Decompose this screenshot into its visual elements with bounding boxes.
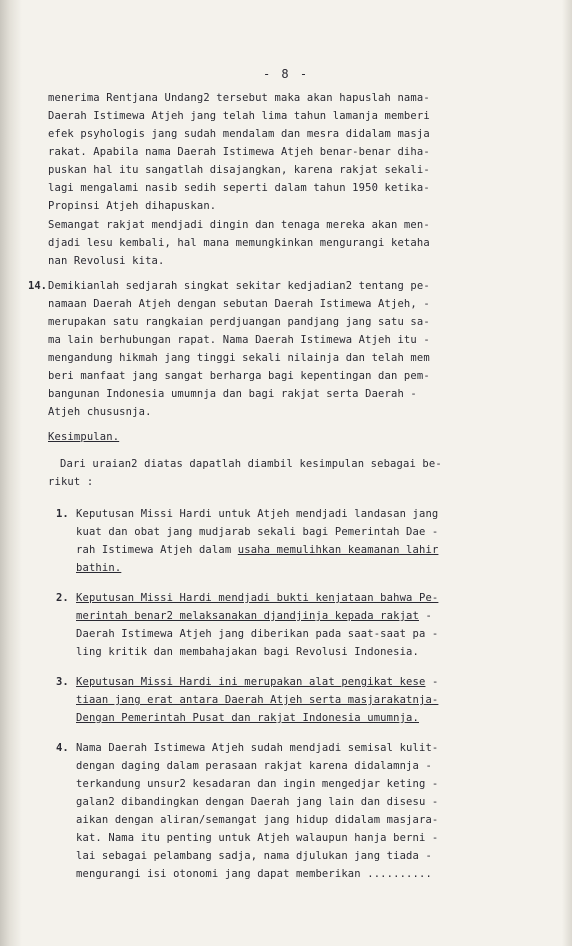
page-edge-shadow-right <box>562 0 572 946</box>
text-line: Demikianlah sedjarah singkat sekitar kedjadian2 tentang pe- <box>48 280 430 292</box>
item-number: 4. <box>56 742 69 754</box>
text-line: djadi lesu kembali, hal mana memungkinkan mengurangi ketaha <box>48 237 430 249</box>
underlined-text: merintah benar2 melaksanakan djandjinja kepada rakjat <box>76 610 419 622</box>
text-line: Semangat rakjat mendjadi dingin dan tenaga mereka akan men- <box>48 219 430 231</box>
text-line: dengan daging dalam perasaan rakjat karena didalamnja - <box>76 760 432 772</box>
text-line: galan2 dibandingkan dengan Daerah jang lain dan disesu - <box>76 796 439 808</box>
text-line: rikut : <box>48 476 94 488</box>
text-line: aikan dengan aliran/semangat jang hidup didalam masjara- <box>76 814 439 826</box>
text-line: mengurangi isi otonomi jang dapat memberikan .......... <box>76 868 432 880</box>
underlined-text: bathin. <box>76 562 122 574</box>
text-line: mengandung hikmah jang tinggi sekali nilainja dan telah mem <box>48 352 430 364</box>
text-line: terkandung unsur2 kesadaran dan ingin mengedjar keting - <box>76 778 439 790</box>
text-line: lagi mengalami nasib sedih seperti dalam tahun 1950 ketika- <box>48 182 430 194</box>
text-line: rakat. Apabila nama Daerah Istimewa Atjeh benar-benar diha- <box>48 146 430 158</box>
text-line: kat. Nama itu penting untuk Atjeh walaupun hanja berni - <box>76 832 439 844</box>
text-line: Propinsi Atjeh dihapuskan. <box>48 200 217 212</box>
text-line: Atjeh chususnja. <box>48 406 152 418</box>
text-line <box>76 610 432 622</box>
section-heading: Kesimpulan. <box>48 431 120 443</box>
page-edge-shadow-left <box>0 0 22 946</box>
text-line: efek psyhologis jang sudah mendalam dan mesra didalam masja <box>48 128 430 140</box>
underlined-text: tiaan jang erat antara Daerah Atjeh serta masjarakatnja- <box>76 694 439 706</box>
item-number: 1. <box>56 508 69 520</box>
text-line <box>76 544 438 556</box>
item-number: 3. <box>56 676 69 688</box>
text-line: bangunan Indonesia umumnja dan bagi rakjat serta Daerah - <box>48 388 417 400</box>
text-line: Dari uraian2 diatas dapatlah diambil kesimpulan sebagai be- <box>60 458 442 470</box>
underlined-text: Dengan Pemerintah Pusat dan rakjat Indonesia umumnja. <box>76 712 419 724</box>
text-line: lai sebagai pelambang sadja, nama djulukan jang tiada - <box>76 850 432 862</box>
page-number: - 8 - <box>262 67 310 81</box>
text-line: puskan hal itu sangatlah disajangkan, karena rakjat sekali- <box>48 164 430 176</box>
underlined-text: Keputusan Missi Hardi mendjadi bukti kenjataan bahwa Pe- <box>76 592 439 604</box>
text-segment: - <box>425 676 439 688</box>
text-line: kuat dan obat jang mudjarab sekali bagi Pemerintah Dae - <box>76 526 439 538</box>
text-line: Nama Daerah Istimewa Atjeh sudah mendjadi semisal kulit- <box>76 742 439 754</box>
underlined-text: Keputusan Missi Hardi ini merupakan alat pengikat kese <box>76 676 426 688</box>
text-segment: - <box>419 610 432 622</box>
text-line <box>76 676 438 688</box>
item-number: 14. <box>28 280 47 292</box>
text-segment: rah Istimewa Atjeh dalam <box>76 544 238 556</box>
text-line: ling kritik dan membahajakan bagi Revolusi Indonesia. <box>76 646 419 658</box>
text-line: ma lain berhubungan rapat. Nama Daerah Istimewa Atjeh itu - <box>48 334 430 346</box>
text-line: namaan Daerah Atjeh dengan sebutan Daerah Istimewa Atjeh, - <box>48 298 430 310</box>
text-line: Keputusan Missi Hardi untuk Atjeh mendjadi landasan jang <box>76 508 439 520</box>
item-number: 2. <box>56 592 69 604</box>
text-line: menerima Rentjana Undang2 tersebut maka akan hapuslah nama- <box>48 92 430 104</box>
text-line: Daerah Istimewa Atjeh jang telah lima tahun lamanja memberi <box>48 110 430 122</box>
underlined-text: usaha memulihkan keamanan lahir <box>237 544 439 556</box>
text-line: Daerah Istimewa Atjeh jang diberikan pada saat-saat pa - <box>76 628 439 640</box>
text-line: beri manfaat jang sangat berharga bagi kepentingan dan pem- <box>48 370 430 382</box>
text-line: merupakan satu rangkaian perdjuangan pandjang jang satu sa- <box>48 316 430 328</box>
text-line: nan Revolusi kita. <box>48 255 165 267</box>
